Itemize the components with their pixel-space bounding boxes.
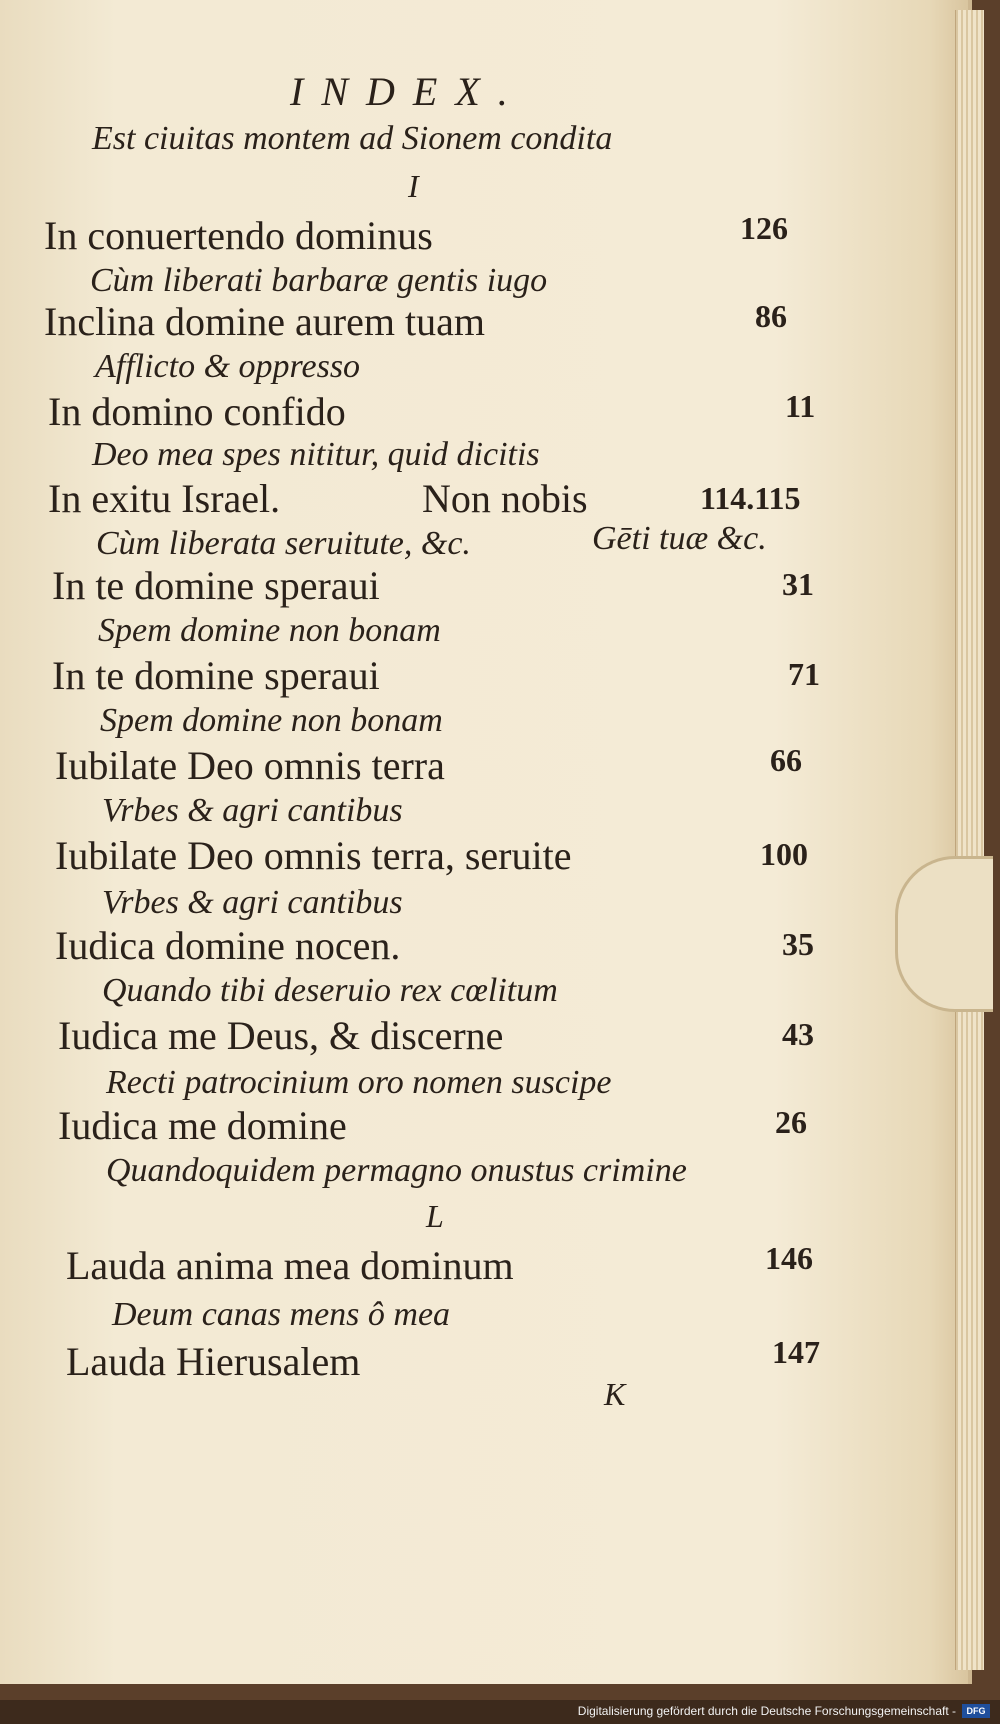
- entry-title: Iubilate Deo omnis terra, seruite: [55, 833, 572, 878]
- entry-title: Lauda Hierusalem: [66, 1339, 361, 1384]
- footer-credit: Digitalisierung gefördert durch die Deutsche Forschungsgemeinschaft -: [577, 1704, 956, 1718]
- entry-subtitle: Recti patrocinium oro nomen suscipe: [106, 1064, 612, 1101]
- entry-subtitle: Quandoquidem permagno onustus crimine: [106, 1152, 687, 1189]
- entry-page: 66: [770, 742, 802, 778]
- dfg-logo: DFG: [962, 1704, 990, 1718]
- entry-title: In te domine speraui: [52, 563, 380, 608]
- entry-subtitle: Deum canas mens ô mea: [112, 1296, 451, 1333]
- entry-title: In domino confido: [48, 389, 346, 434]
- entry-subtitle: Quando tibi deseruio rex cœlitum: [102, 972, 558, 1009]
- entry-page: 35: [782, 926, 814, 962]
- page-fore-edge: [955, 10, 984, 1670]
- entry-subtitle: Vrbes & agri cantibus: [102, 884, 403, 921]
- entry-subtitle: Spem domine non bonam: [98, 612, 441, 649]
- entry-title-secondary: Non nobis: [422, 476, 588, 521]
- entry-title: Iudica domine nocen.: [55, 923, 401, 968]
- entry-subtitle: Spem domine non bonam: [100, 702, 443, 739]
- catchword: K: [604, 1376, 626, 1412]
- entry-page: 26: [775, 1104, 807, 1140]
- entry-subtitle: Deo mea spes nititur, quid dicitis: [92, 436, 540, 473]
- entry-subtitle: Afflicto & oppresso: [95, 348, 361, 385]
- entry-page: 147: [772, 1334, 820, 1370]
- entry-title: Inclina domine aurem tuam: [44, 299, 485, 344]
- section-letter-i: I: [408, 168, 419, 204]
- entry-page: 146: [765, 1240, 813, 1276]
- entry-title: Iubilate Deo omnis terra: [55, 743, 445, 788]
- entry-subtitle: Cùm liberati barbaræ gentis iugo: [90, 262, 548, 299]
- entry-page: 11: [785, 388, 816, 424]
- entry-page: 100: [760, 836, 808, 872]
- entry-page: 71: [788, 656, 820, 692]
- entry-title: In te domine speraui: [52, 653, 380, 698]
- entry-page: 86: [755, 298, 787, 334]
- section-letter-l: L: [426, 1198, 444, 1234]
- entry-page: 31: [782, 566, 814, 602]
- entry-page: 43: [782, 1016, 814, 1052]
- top-line: Est ciuitas montem ad Sionem condita: [92, 120, 613, 157]
- entry-subtitle-secondary: Gēti tuæ &c.: [592, 520, 767, 557]
- entry-page: 126: [740, 210, 788, 246]
- entry-title: Iudica me Deus, & discerne: [58, 1013, 504, 1058]
- entry-subtitle: Cùm liberata seruitute, &c.: [96, 525, 471, 562]
- page-header: INDEX.: [290, 69, 526, 114]
- entry-title: Iudica me domine: [58, 1103, 347, 1148]
- entry-title: In exitu Israel.: [48, 476, 281, 521]
- entry-page: 114.115: [700, 480, 801, 516]
- entry-title: In conuertendo dominus: [44, 213, 433, 258]
- book-clasp: [895, 856, 993, 1012]
- entry-subtitle: Vrbes & agri cantibus: [102, 792, 403, 829]
- entry-title: Lauda anima mea dominum: [66, 1243, 514, 1288]
